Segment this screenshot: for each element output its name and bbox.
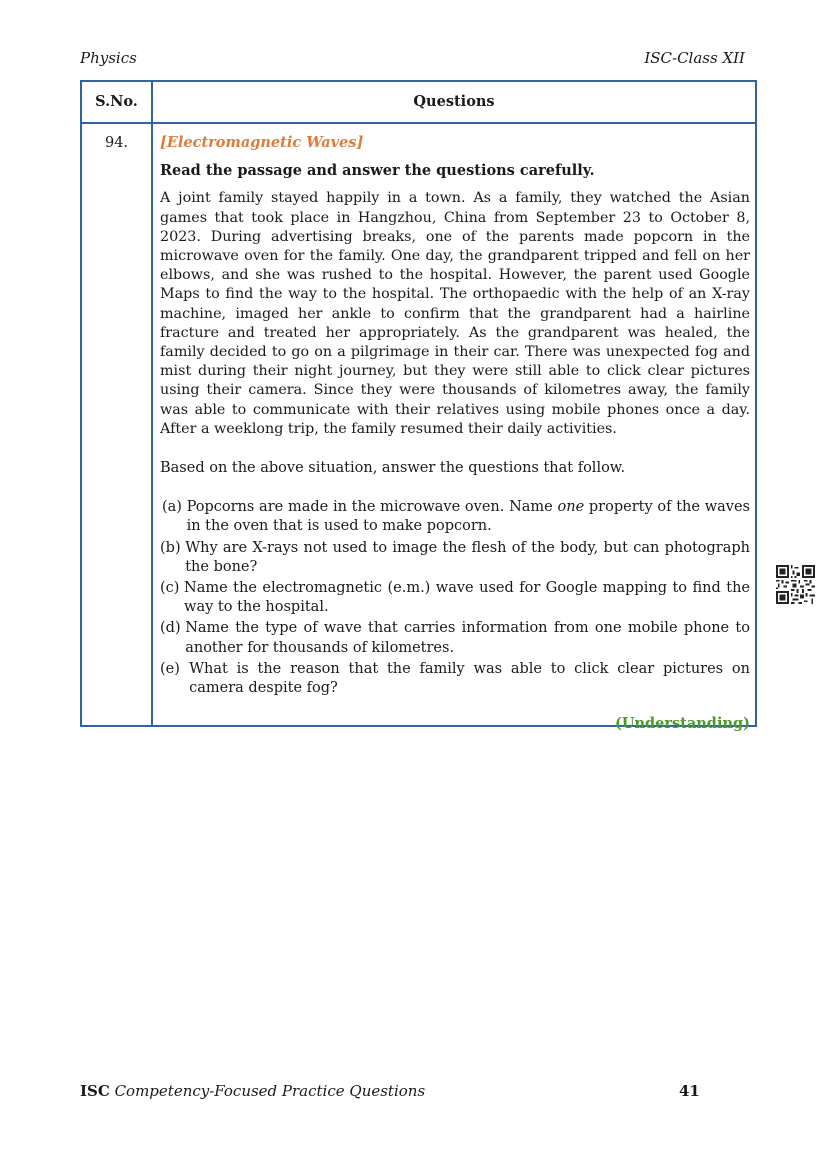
question-content (160, 133, 750, 733)
topic-label: [Electromagnetic Waves] (160, 134, 364, 151)
sub-question-text: Name the type of wave that carries information from one mobile phone to another for thousands of kilometres. (185, 620, 750, 656)
passage: A joint family stayed happily in a town. As a family, they watched the Asian games that took place in Hangzhou, China from September 23 to October 8, 2023. During advertising breaks, one of the parents made popcorn in the microwave oven for the family. One day, the grandparent tripped and fell on her elbows, and she was rushed to the hospital. However, the parent used Google Maps to find the way to the hospital. The orthopaedic with the help of an X-ray machine, imaged her ankle to confirm that the grandparent had a hairline fracture and treated her appropriately. As the grandparent was healed, the family decided to go on a pilgrimage in their car. There was unexpected fog and mist during their night journey, but they were still able to click clear pictures using their camera. Since they were thousands of kilometres away, the family was able to communicate with their relatives using mobile phones once a day. After a weeklong trip, the family resumed their daily activities. (160, 190, 750, 437)
column-divider (151, 82, 153, 725)
instruction: Read the passage and answer the questions carefully. (160, 162, 595, 180)
sub-question-label: (d) (160, 620, 186, 637)
sub-question-text: Why are X-rays not used to image the flesh of the body, but can photograph the bone? (185, 539, 750, 575)
footer-title (80, 1082, 425, 1100)
question-table (80, 80, 757, 733)
sub-question-list (160, 498, 750, 698)
question-number: 94. (104, 135, 129, 151)
column-header-questions: Questions (413, 93, 495, 110)
qr-code-icon (776, 565, 815, 604)
footer-subtitle: Competency-Focused Practice Questions (114, 1082, 426, 1100)
sub-question-a (160, 498, 750, 536)
sub-question-text: Popcorns are made in the microwave oven. Name one property of the waves in the oven that is used to make popcorn. (186, 499, 750, 535)
sub-question-label: (c) (160, 580, 185, 597)
sub-question-c (160, 579, 750, 617)
sub-question-label: (e) (160, 660, 190, 677)
skill-tag: (Understanding) (614, 715, 750, 733)
footer-brand: ISC (80, 1082, 110, 1100)
sub-question-d (160, 619, 750, 657)
column-header-sno: S.No. (95, 93, 138, 110)
page-number: 41 (679, 1082, 700, 1100)
sub-question-b (160, 539, 750, 577)
sub-question-label: (b) (160, 539, 186, 556)
sub-question-text: Name the electromagnetic (e.m.) wave used for Google mapping to find the way to the hospital. (184, 580, 750, 616)
header-class: ISC-Class XII (644, 49, 745, 67)
prompt: Based on the above situation, answer the questions that follow. (160, 460, 626, 477)
sub-question-text: What is the reason that the family was able to click clear pictures on camera despite fog? (189, 660, 750, 697)
sub-question-e (160, 660, 750, 698)
header-subject: Physics (80, 49, 137, 67)
header-row-divider (82, 122, 755, 124)
sub-question-label: (a) (162, 499, 187, 516)
